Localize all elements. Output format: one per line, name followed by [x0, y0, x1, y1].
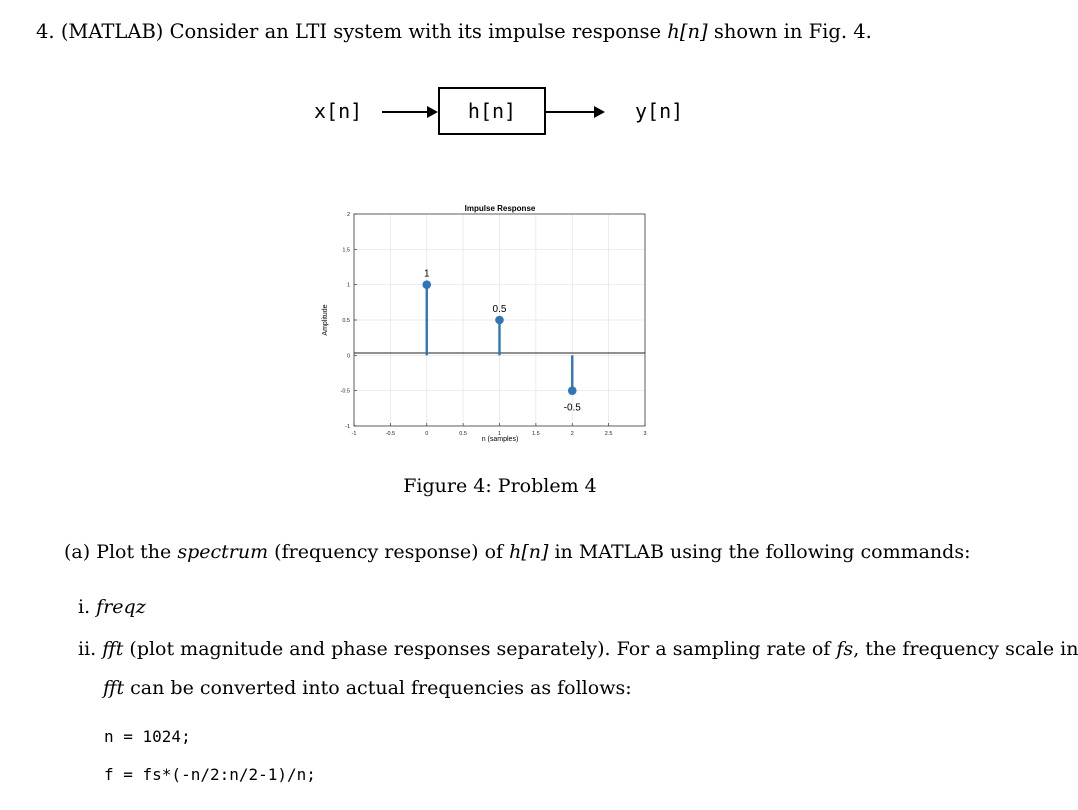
- system-box: [438, 87, 546, 135]
- stem-marker: [422, 280, 431, 289]
- output-label: y[n]: [635, 99, 684, 123]
- x-tick-label: 2: [570, 431, 574, 437]
- fs-symbol: [836, 638, 853, 660]
- h-symbol: h[n]: [667, 20, 708, 43]
- stem-value-label: 1: [423, 268, 430, 280]
- stem-value-label: 0.5: [492, 304, 507, 315]
- item-ii-marker: ii.: [78, 638, 97, 660]
- y-tick-labels: [341, 212, 350, 430]
- chart-title: Impulse Response: [464, 204, 536, 213]
- impulse-response-chart: [300, 195, 670, 455]
- input-arrow-head: [427, 106, 438, 118]
- item-ii-line2: [103, 677, 632, 699]
- item-ii: [78, 638, 1078, 660]
- item-ii-line2-text: can be converted into actual frequencies as follows:: [130, 677, 632, 699]
- system-label: h[n]: [467, 99, 517, 123]
- stems: [422, 269, 581, 414]
- spectrum-emphasis: spectrum: [177, 541, 269, 563]
- fft-command: fft: [102, 638, 124, 660]
- part-a: [64, 541, 970, 563]
- x-tick-label: 0.5: [459, 431, 467, 437]
- problem-number: 4.: [36, 20, 55, 43]
- y-axis-label: Amplitude: [322, 304, 329, 336]
- part-a-middle: (frequency response) of: [274, 541, 504, 563]
- y-tick-label: 0.5: [342, 318, 350, 324]
- input-label: x[n]: [314, 99, 363, 123]
- stem-value-label: -0.5: [563, 402, 581, 414]
- y-tick-label: 1: [346, 282, 350, 289]
- block-diagram: [290, 80, 710, 160]
- y-tick-label: -1: [345, 424, 350, 430]
- stem-marker: [568, 386, 577, 395]
- fs-symbol-text: fs: [836, 638, 854, 660]
- fft-command-line2: fft: [103, 677, 125, 699]
- x-tick-label: -1: [351, 431, 357, 437]
- output-arrow: [546, 111, 595, 113]
- freqz-command: freqz: [96, 596, 146, 618]
- x-tick-label: -0.5: [385, 431, 396, 437]
- x-tick-label: 1: [497, 431, 502, 437]
- stem-marker: [495, 316, 504, 325]
- x-tick-label: 0: [425, 431, 429, 437]
- y-tick-label: 1.5: [342, 247, 350, 254]
- y-tick-label: 2: [346, 212, 350, 218]
- x-tick-label: 3: [643, 431, 647, 437]
- problem-tail: shown in Fig. 4.: [713, 20, 872, 43]
- x-tick-label: 1.5: [532, 431, 540, 437]
- item-ii-text-after: , the frequency scale in: [853, 638, 1078, 660]
- item-ii-text: (plot magnitude and phase responses separately). For a sampling rate of: [129, 638, 831, 660]
- figure-caption: Figure 4: Problem 4: [403, 475, 597, 497]
- item-i: [78, 596, 146, 618]
- output-arrow-head: [594, 106, 605, 118]
- x-tick-label: 2.5: [604, 431, 613, 437]
- input-arrow: [382, 111, 428, 113]
- problem-lead: (MATLAB) Consider an LTI system with its impulse response: [60, 20, 662, 43]
- x-axis-label: n (samples): [481, 436, 519, 443]
- part-a-suffix: in MATLAB using the following commands:: [554, 541, 971, 563]
- code-line: n = 1024;: [104, 727, 191, 746]
- y-tick-label: -0.5: [340, 388, 350, 395]
- item-i-marker: i.: [78, 596, 91, 618]
- part-a-prefix: (a) Plot the: [64, 541, 172, 563]
- code-line: f = fs*(-n/2:n/2-1)/n;: [104, 765, 316, 784]
- problem-heading: [36, 20, 872, 43]
- y-tick-label: 0: [346, 353, 350, 360]
- h-symbol-part-a: h[n]: [509, 541, 549, 563]
